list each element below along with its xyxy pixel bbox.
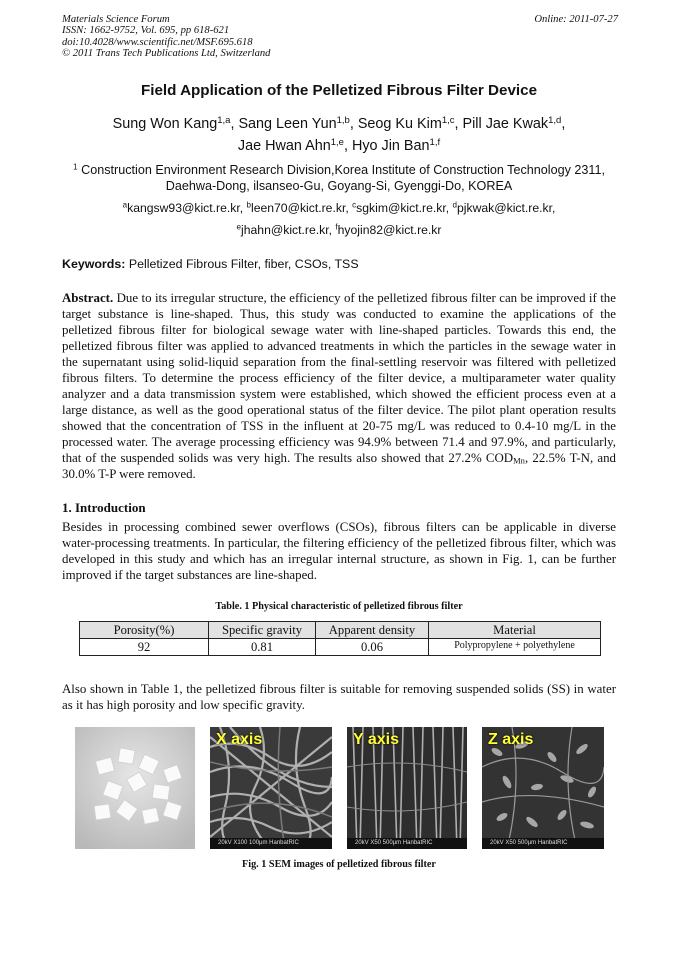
table-cell: 92: [80, 639, 209, 656]
email: $^a$kangsw93@kict.re.kr: [122, 200, 240, 215]
table-header: Specific gravity: [209, 622, 316, 639]
abstract-tail: , 22.5% T-N, and 30.0% T-P were removed.: [62, 451, 616, 481]
author: Sang Leen Yun$^{1,b}$: [238, 114, 350, 132]
sem-z-image: [482, 727, 604, 849]
table-header-row: [80, 622, 601, 639]
author-list: Sung Won Kang$^{1,a}$, Sang Leen Yun$^{1,b}$, Seog Ku Kim$^{1,c}$, Pill Jae Kwak$^{1,d}$, Jae Hwan Ahn$^{1,e}$, Hyo Jin Ban$^{1,f}$: [112, 114, 566, 154]
issn: ISSN: 1662-9752, Vol. 695, pp 618-621: [62, 25, 230, 37]
email: $^e$jhahn@kict.re.kr: [236, 222, 329, 237]
email-list: $^a$kangsw93@kict.re.kr, $^b$leen70@kict.re.kr, $^c$sgkim@kict.re.kr, $^d$pjkwak@kict.re.kr, $^e$jhahn@kict.re.kr, $^f$hyojin82@kict.re.kr: [122, 200, 556, 237]
figure-footer: 20kV X100 100µm HanbatRIC: [210, 838, 332, 849]
sem-y-image: [347, 727, 467, 849]
table-header: Material: [429, 622, 601, 639]
figure-caption: Fig. 1 SEM images of pelletized fibrous filter: [242, 859, 436, 870]
figure-label: Z axis: [488, 731, 534, 748]
journal-header: [62, 14, 270, 60]
sem-x-image: [210, 727, 332, 849]
table-row: [80, 639, 601, 656]
keywords-label: Keywords:: [62, 257, 126, 271]
email: $^c$sgkim@kict.re.kr: [352, 200, 446, 215]
abstract-label: Abstract.: [62, 291, 114, 305]
abstract-text: Due to its irregular structure, the efficiency of the pelletized fibrous filter can be improved if the target substance is line-shaped. Thus, this study was conducted to examine the applications of the pelletized fibrous filter for biological sewage water with line-shaped particles. Towards this end, the pelletized fibrous filter was applied to advanced treatments in which the particles in the sewage water in the supernatant using solid-liquid separation from the final-settling reservoir was filtered with pelletized fibrous filters. To determine the process efficiency of the filter device, a multiparameter water quality analyzer and a data transmission system were established, which showed the efficient process even at a large distance, as well as the good operational status of the filter device. The pilot plant operation results showed that the concentration of TSS in the influent at 20-75 mg/L was reduced to 0.4-10 mg/L in the processed water. The average processing efficiency was 94.9% between 71.4 and 97.9%, and particularly, that of the suspended solids was very high. The results also showed that 27.2% COD: [62, 291, 616, 465]
abstract-sub: Mn: [513, 455, 525, 466]
table-cell: Polypropylene + polyethylene: [429, 639, 601, 656]
table-cell: 0.81: [209, 639, 316, 656]
email: $^f$hyojin82@kict.re.kr: [335, 222, 442, 237]
intro-paragraph: Besides in processing combined sewer overflows (CSOs), fibrous filters can be applicable in diverse water-processing treatments. In particular, the filtering efficiency of the pelletized fibrous filter, which was developed in this study and which has an irregular internal structure, as shown in Fig. 1, can be further improved if the target substances are line-shaped.: [62, 520, 616, 582]
abstract: [62, 290, 616, 482]
email: $^b$leen70@kict.re.kr: [246, 200, 346, 215]
online-date: Online: 2011-07-27: [534, 14, 618, 25]
section-heading: 1. Introduction: [62, 500, 146, 515]
table-cell: 0.06: [316, 639, 429, 656]
figure-footer: 20kV X50 500µm HanbatRIC: [482, 838, 604, 849]
doi: doi:10.4028/www.scientific.net/MSF.695.618: [62, 36, 253, 48]
table-header: Apparent density: [316, 622, 429, 639]
figure-footer: 20kV X50 500µm HanbatRIC: [347, 838, 467, 849]
author: Hyo Jin Ban$^{1,f}$: [351, 136, 441, 154]
table-caption: Table. 1 Physical characteristic of pelletized fibrous filter: [215, 601, 463, 612]
figure-1: [0, 727, 678, 852]
figure-label: X axis: [216, 731, 263, 748]
table-1: [79, 621, 601, 656]
author: Sung Won Kang$^{1,a}$: [112, 114, 231, 132]
author: Jae Hwan Ahn$^{1,e}$: [237, 136, 344, 154]
author: Seog Ku Kim$^{1,c}$: [357, 114, 455, 132]
paper-title: Field Application of the Pelletized Fibrous Filter Device: [140, 82, 538, 99]
table-header: Porosity(%): [80, 622, 209, 639]
figure-label: Y axis: [353, 731, 399, 748]
copyright: © 2011 Trans Tech Publications Ltd, Switzerland: [62, 48, 271, 60]
affiliation: $^1$ Construction Environment Research Division,Korea Institute of Construction Technology 2311, Daehwa-Dong, ilsanseo-Gu, Goyang-Si, Gyenggi-Do, KOREA: [73, 161, 605, 193]
pellet-photo: [75, 727, 195, 849]
keywords: [62, 257, 359, 271]
email: $^d$pjkwak@kict.re.kr: [452, 200, 552, 215]
journal-name: Materials Science Forum: [62, 14, 170, 25]
author: Pill Jae Kwak$^{1,d}$: [462, 114, 562, 132]
keywords-text: Pelletized Fibrous Filter, fiber, CSOs, TSS: [128, 257, 359, 271]
body-paragraph: Also shown in Table 1, the pelletized fibrous filter is suitable for removing suspended solids (SS) in water as it has high porosity and low specific gravity.: [62, 682, 616, 712]
